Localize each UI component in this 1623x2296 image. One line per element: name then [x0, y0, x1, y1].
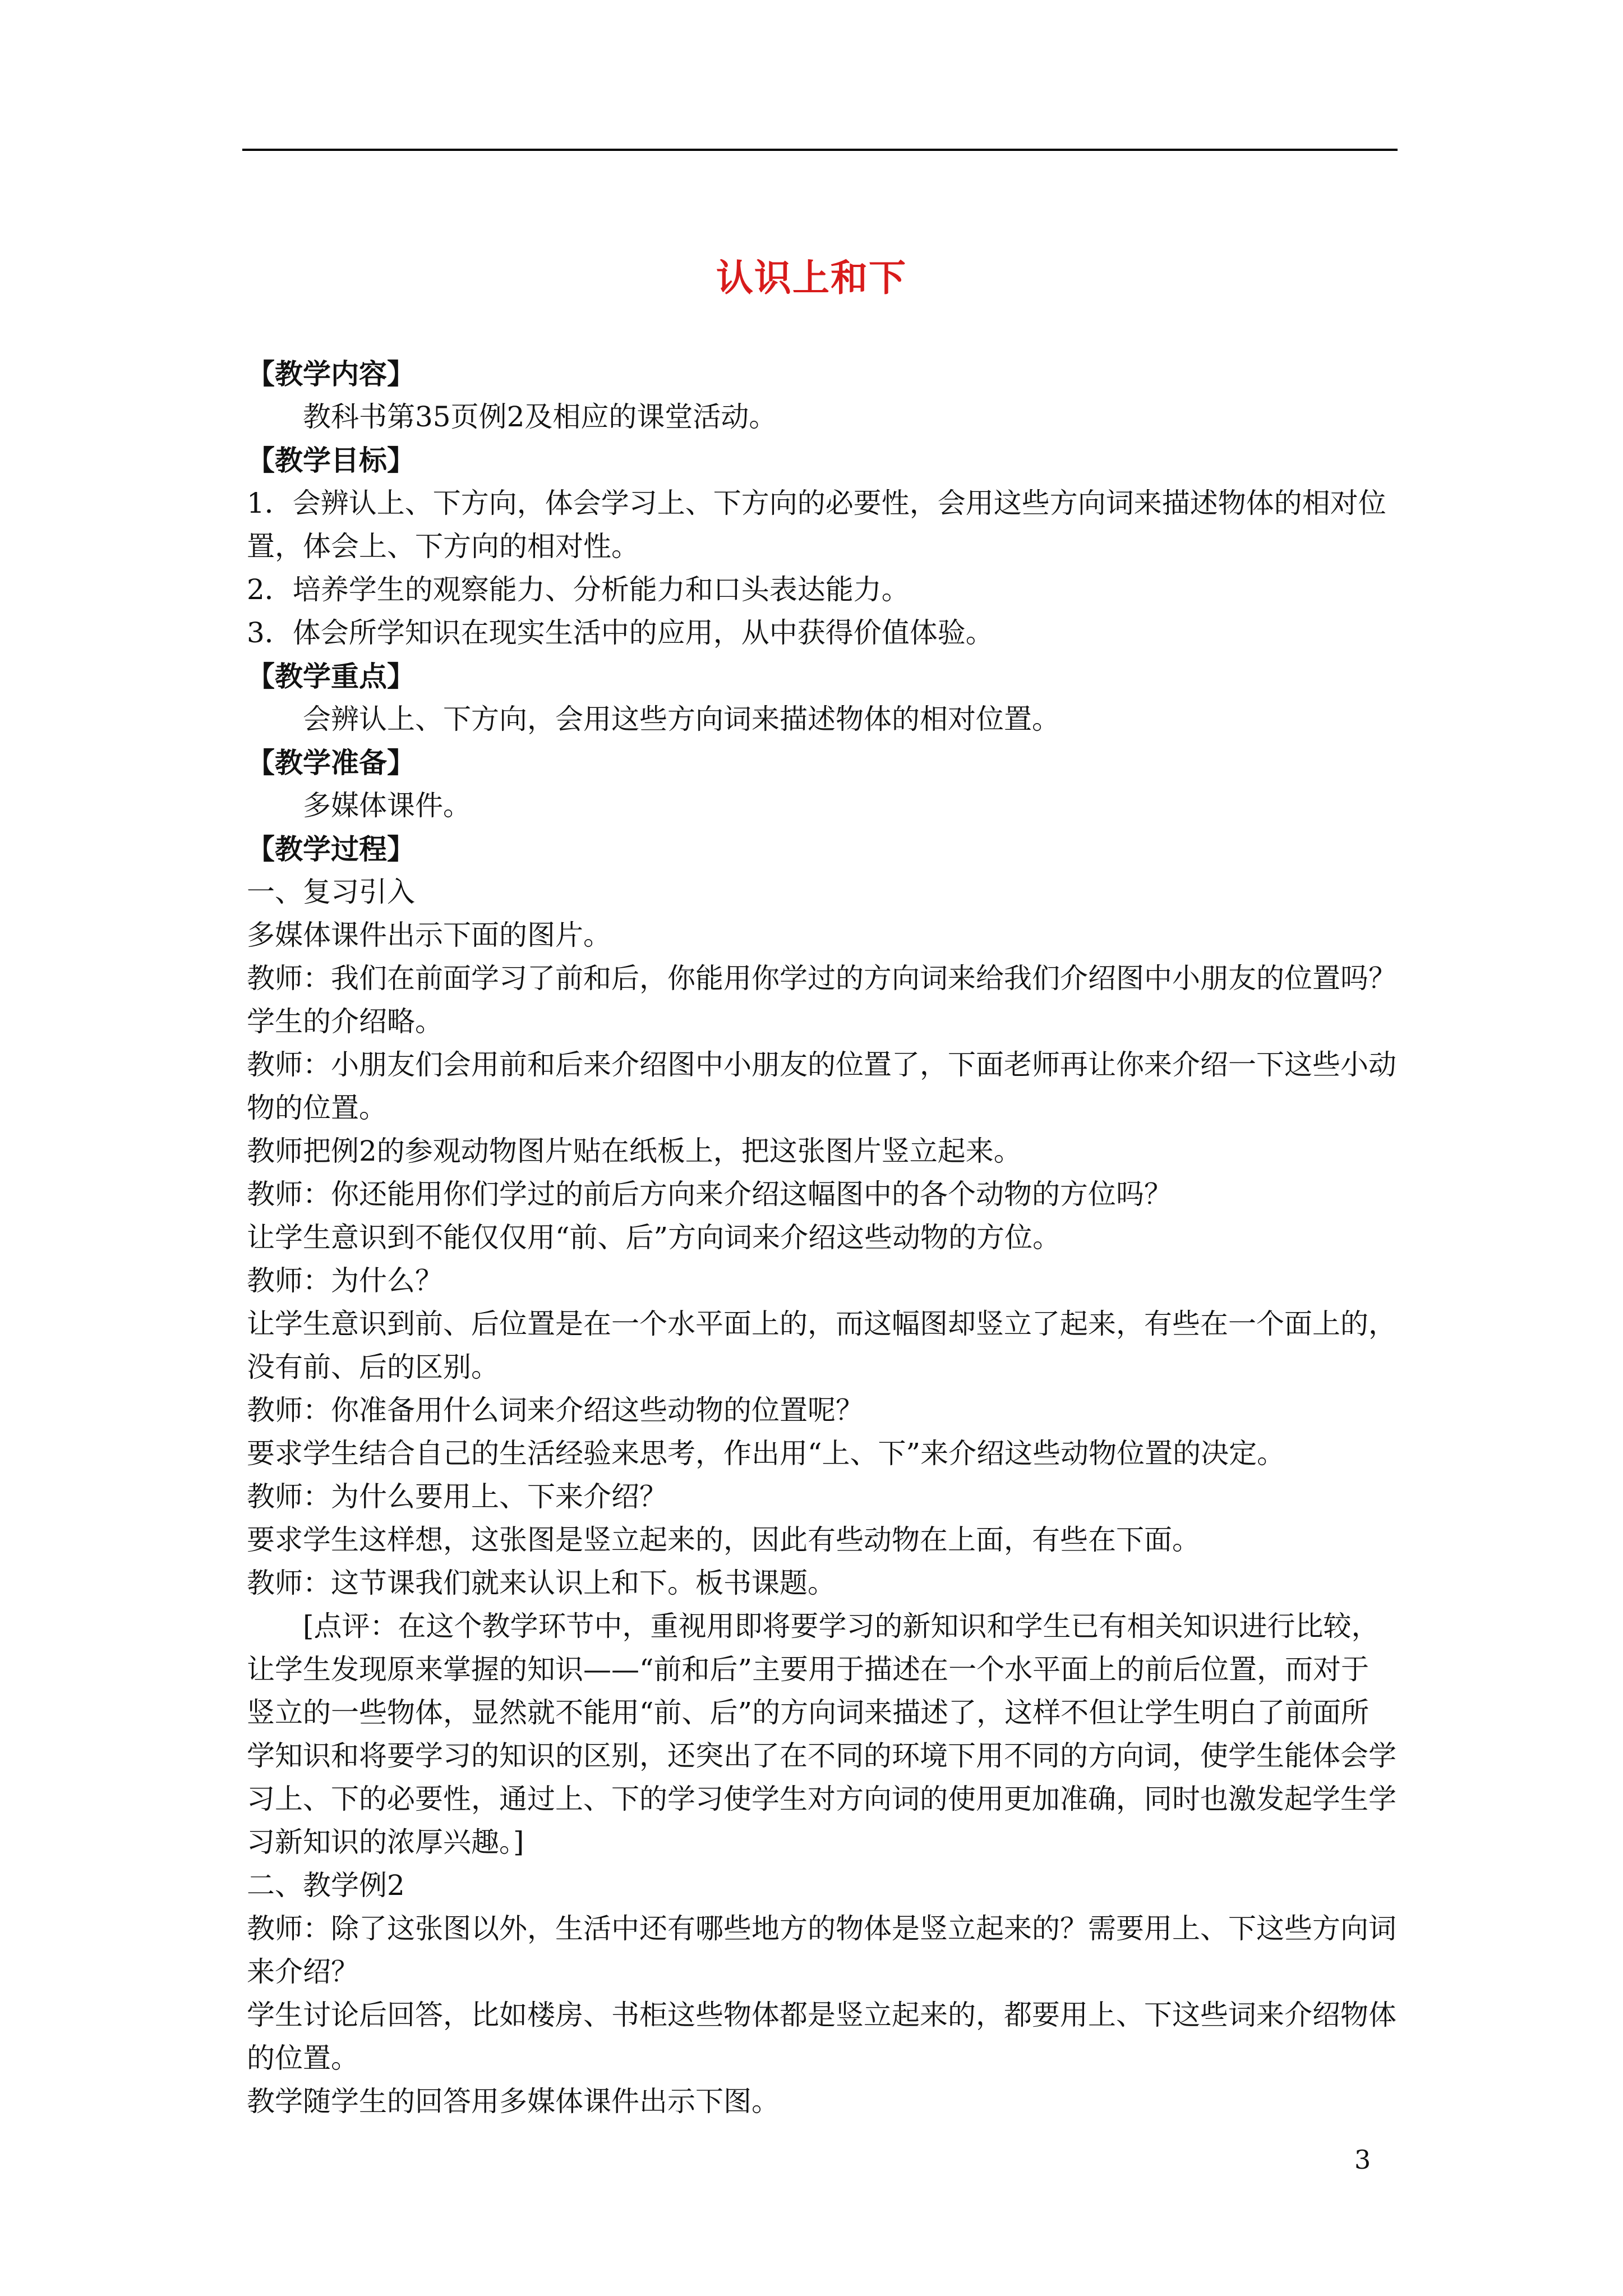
- paragraph: 二、教学例2: [247, 1869, 405, 1902]
- section-heading: 【教学内容】: [247, 357, 415, 390]
- section-heading: 【教学准备】: [247, 746, 415, 779]
- paragraph: 1．会辨认上、下方向，体会学习上、下方向的必要性，会用这些方向词来描述物体的相对位置，体会上、下方向的相对性。: [247, 487, 1386, 563]
- paragraph: 要求学生结合自己的生活经验来思考，作出用“上、下”来介绍这些动物位置的决定。: [247, 1437, 1285, 1470]
- section-heading: 【教学目标】: [247, 444, 415, 477]
- document-body: [247, 352, 1396, 2123]
- paragraph: 学生讨论后回答，比如楼房、书柜这些物体都是竖立起来的，都要用上、下这些词来介绍物体的位置。: [247, 1999, 1396, 2074]
- paragraph: 让学生意识到不能仅仅用“前、后”方向词来介绍这些动物的方位。: [247, 1221, 1061, 1254]
- paragraph: [点评：在这个教学环节中，重视用即将要学习的新知识和学生已有相关知识进行比较，让学生发现原来掌握的知识——“前和后”主要用于描述在一个水平面上的前后位置，而对于竖立的一些物体，显然就不能用“前、后”的方向词来描述了，这样不但让学生明白了前面所学知识和将要学习的知识的区别，还突出了在不同的环境下用不同的方向词，使学生能体会学习上、下的必要性，通过上、下的学习使学生对方向词的使用更加准确，同时也激发起学生学习新知识的浓厚兴趣。]: [247, 1610, 1396, 1858]
- paragraph: 一、复习引入: [247, 876, 415, 908]
- paragraph: 要求学生这样想，这张图是竖立起来的，因此有些动物在上面，有些在下面。: [247, 1524, 1200, 1556]
- paragraph: 学生的介绍略。: [247, 1005, 443, 1038]
- paragraph: 教师：除了这张图以外，生活中还有哪些地方的物体是竖立起来的？需要用上、下这些方向词来介绍？: [247, 1912, 1396, 1988]
- paragraph: 3．体会所学知识在现实生活中的应用，从中获得价值体验。: [247, 616, 994, 649]
- page-number: 3: [1354, 2145, 1371, 2175]
- paragraph: 多媒体课件出示下面的图片。: [247, 919, 611, 951]
- paragraph: 让学生意识到前、后位置是在一个水平面上的，而这幅图却竖立了起来，有些在一个面上的，没有前、后的区别。: [247, 1308, 1396, 1383]
- paragraph: 多媒体课件。: [303, 789, 471, 822]
- paragraph: 2．培养学生的观察能力、分析能力和口头表达能力。: [247, 573, 910, 606]
- paragraph: 教师把例2的参观动物图片贴在纸板上，把这张图片竖立起来。: [247, 1135, 1022, 1167]
- header-rule: [242, 149, 1398, 151]
- paragraph: 教科书第35页例2及相应的课堂活动。: [303, 401, 777, 433]
- paragraph: 教师：为什么？: [247, 1264, 443, 1297]
- paragraph: 教师：你还能用你们学过的前后方向来介绍这幅图中的各个动物的方位吗？: [247, 1178, 1172, 1211]
- paragraph: 教师：为什么要用上、下来介绍？: [247, 1480, 667, 1513]
- section-heading: 【教学重点】: [247, 660, 415, 693]
- paragraph: 教师：你准备用什么词来介绍这些动物的位置呢？: [247, 1394, 864, 1427]
- paragraph: 会辨认上、下方向，会用这些方向词来描述物体的相对位置。: [303, 703, 1060, 735]
- paragraph: 教师：我们在前面学习了前和后，你能用你学过的方向词来给我们介绍图中小朋友的位置吗？: [247, 962, 1396, 995]
- section-heading: 【教学过程】: [247, 832, 415, 866]
- page-title: 认识上和下: [716, 256, 907, 300]
- paragraph: 教学随学生的回答用多媒体课件出示下图。: [247, 2085, 780, 2118]
- paragraph: 教师：小朋友们会用前和后来介绍图中小朋友的位置了，下面老师再让你来介绍一下这些小动物的位置。: [247, 1048, 1396, 1124]
- paragraph: 教师：这节课我们就来认识上和下。板书课题。: [247, 1567, 836, 1599]
